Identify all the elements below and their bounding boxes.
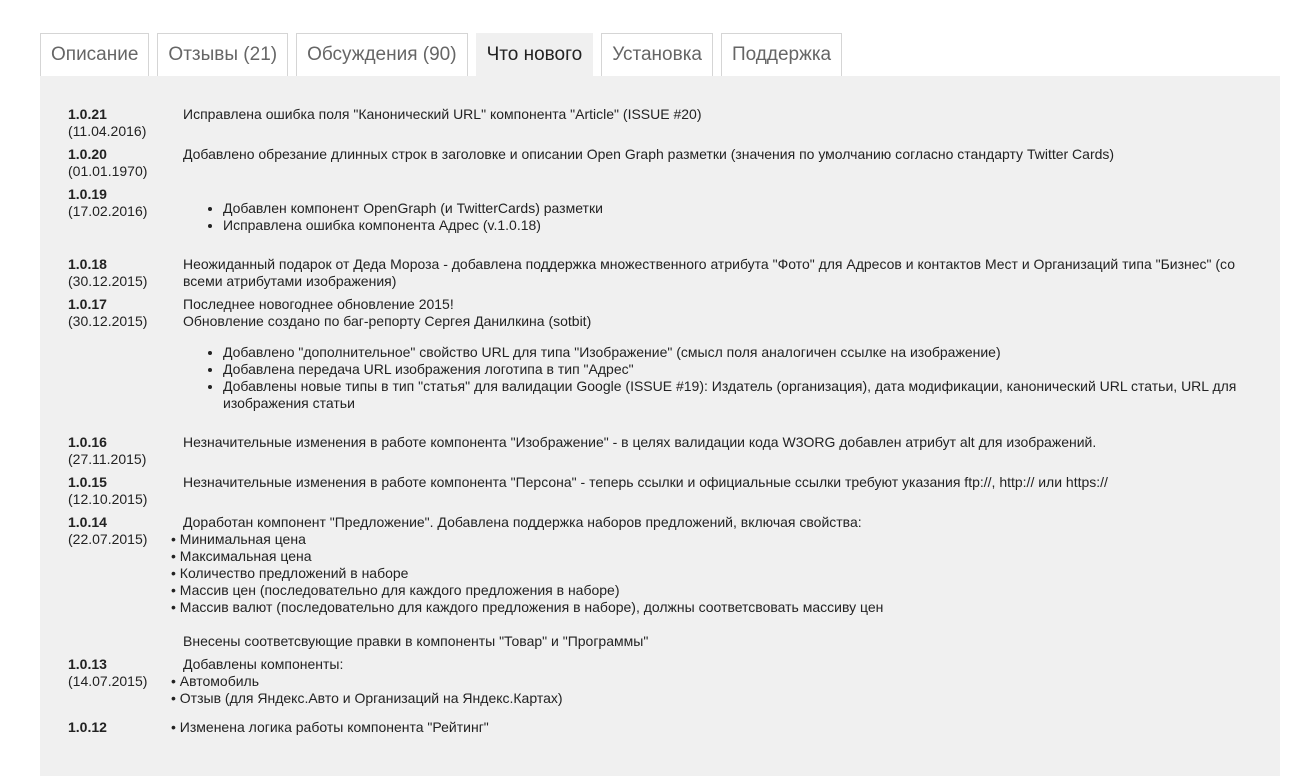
- tab-bar: [40, 33, 850, 76]
- version-number: 1.0.13: [68, 656, 107, 672]
- list-item: • Добавлено "дополнительное" свойство URL для типа "Изображение" (смысл поля аналогичен ссылке на изображение): [223, 344, 1258, 361]
- change-text: Неожиданный подарок от Деда Мороза - добавлена поддержка множественного атрибута "Фото" для Адресов и контактов Мест и Организаций типа "Бизнес" (со всеми атрибутами изображения): [183, 256, 1235, 289]
- changelog-entry: [68, 514, 1258, 650]
- version-date: (01.01.1970): [68, 163, 148, 179]
- version-description: [183, 296, 1258, 428]
- tab-installation[interactable]: Установка: [601, 33, 713, 76]
- version-number: 1.0.14: [68, 514, 107, 530]
- change-list: [171, 673, 1258, 707]
- version-number: 1.0.19: [68, 186, 107, 202]
- changelog-entry: [68, 296, 1258, 428]
- change-text: Обновление создано по баг-репорту Сергея Данилкина (sotbit): [183, 313, 592, 329]
- list-item: • Автомобиль: [171, 673, 1258, 690]
- changelog: [68, 106, 1258, 742]
- list-item: • Отзыв (для Яндекс.Авто и Организаций на Яндекс.Картах): [171, 690, 1258, 707]
- version-date: (30.12.2015): [68, 273, 148, 289]
- change-list: [171, 719, 1258, 736]
- change-text: Добавлены компоненты:: [183, 656, 344, 672]
- tab-discussions[interactable]: Обсуждения (90): [296, 33, 468, 76]
- version-date: (30.12.2015): [68, 313, 148, 329]
- version-date: (12.10.2015): [68, 491, 148, 507]
- version-number: 1.0.15: [68, 474, 107, 490]
- change-list: [171, 531, 1258, 616]
- version-info: [68, 474, 183, 508]
- version-date: (17.02.2016): [68, 203, 148, 219]
- tab-support[interactable]: Поддержка: [721, 33, 842, 76]
- version-date: (11.04.2016): [68, 123, 147, 139]
- changelog-entry: [68, 474, 1258, 508]
- list-item: • Количество предложений в наборе: [171, 565, 1258, 582]
- version-description: [179, 656, 1258, 707]
- change-text: Незначительные изменения в работе компонента "Изображение" - в целях валидации кода W3ORG добавлен атрибут alt для изображений.: [183, 434, 1097, 450]
- version-description: [179, 719, 1258, 736]
- version-info: [68, 106, 183, 140]
- version-description: [183, 186, 1258, 250]
- list-item: • Исправлена ошибка компонента Адрес (v.1.0.18): [223, 217, 1258, 234]
- version-description: [179, 514, 1258, 650]
- tab-whats-new[interactable]: Что нового: [476, 33, 594, 76]
- version-number: 1.0.16: [68, 434, 107, 450]
- list-item: • Массив валют (последовательно для каждого предложения в наборе), должны соответсвовать массиву цен: [171, 599, 1258, 616]
- version-info: [68, 296, 183, 428]
- version-description: [183, 146, 1258, 180]
- list-item: • Минимальная цена: [171, 531, 1258, 548]
- change-text: Последнее новогоднее обновление 2015!: [183, 296, 454, 312]
- tab-description[interactable]: Описание: [40, 33, 149, 76]
- change-text: Исправлена ошибка поля "Канонический URL" компонента "Article" (ISSUE #20): [183, 106, 702, 122]
- change-text: Доработан компонент "Предложение". Добавлена поддержка наборов предложений, включая свойства:: [183, 514, 862, 530]
- version-description: [183, 106, 1258, 140]
- changelog-entry: [68, 106, 1258, 140]
- version-number: 1.0.17: [68, 296, 107, 312]
- list-item: • Изменена логика работы компонента "Рейтинг": [171, 719, 1258, 736]
- version-number: 1.0.20: [68, 146, 107, 162]
- list-item: • Добавлена передача URL изображения логотипа в тип "Адрес": [223, 361, 1258, 378]
- changelog-entry: [68, 434, 1258, 468]
- version-info: [68, 186, 183, 250]
- version-number: 1.0.12: [68, 719, 107, 735]
- version-number: 1.0.21: [68, 106, 107, 122]
- list-item: • Массив цен (последовательно для каждого предложения в наборе): [171, 582, 1258, 599]
- version-date: (27.11.2015): [68, 451, 147, 467]
- changelog-entry: [68, 146, 1258, 180]
- version-info: [68, 146, 183, 180]
- version-info: [68, 256, 183, 290]
- version-info: [68, 719, 183, 736]
- whats-new-panel: [40, 76, 1280, 776]
- tab-reviews[interactable]: Отзывы (21): [157, 33, 288, 76]
- change-text: Незначительные изменения в работе компонента "Персона" - теперь ссылки и официальные ссылки требуют указания ftp://, http:// или https://: [183, 474, 1108, 490]
- version-info: [68, 434, 183, 468]
- version-info: [68, 656, 183, 707]
- version-description: [183, 434, 1258, 468]
- changelog-entry: [68, 256, 1258, 290]
- version-description: [183, 474, 1258, 508]
- changelog-entry: [68, 719, 1258, 736]
- version-date: (22.07.2015): [68, 531, 148, 547]
- changelog-entry: [68, 656, 1258, 707]
- change-list: [183, 344, 1258, 412]
- version-date: (14.07.2015): [68, 673, 148, 689]
- list-item: • Максимальная цена: [171, 548, 1258, 565]
- changelog-entry: [68, 186, 1258, 250]
- version-number: 1.0.18: [68, 256, 107, 272]
- change-text: Внесены соответсвующие правки в компоненты "Товар" и "Программы": [183, 633, 649, 649]
- change-list: [183, 200, 1258, 234]
- version-description: [183, 256, 1258, 290]
- change-text: Добавлено обрезание длинных строк в заголовке и описании Open Graph разметки (значения по умолчанию согласно стандарту Twitter Cards): [183, 146, 1115, 162]
- version-info: [68, 514, 183, 650]
- list-item: • Добавлены новые типы в тип "статья" для валидации Google (ISSUE #19): Издатель (организация), дата модификации, канонический URL статьи, URL для изображения статьи: [223, 378, 1258, 412]
- list-item: • Добавлен компонент OpenGraph (и TwitterCards) разметки: [223, 200, 1258, 217]
